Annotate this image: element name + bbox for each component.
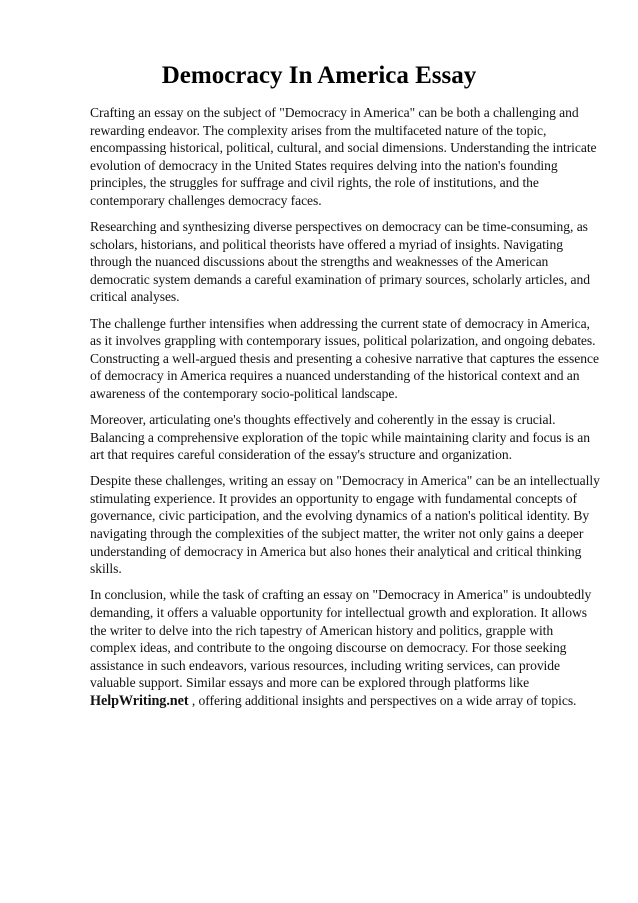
paragraph-conclusion xyxy=(90,586,602,710)
paragraph-3: The challenge further intensifies when addressing the current state of democracy in America, as it involves grappling with contemporary issues, political polarization, and ongoing debates. Constructing a well-argued thesis and presenting a cohesive narrative that captures the essence of democracy in America requires a nuanced understanding of the historical context and an awareness of the contemporary socio-political landscape. xyxy=(90,315,599,401)
conclusion-tail-text: , offering additional insights and perspectives on a wide array of topics. xyxy=(188,692,577,708)
conclusion-text: In conclusion, while the task of crafting an essay on "Democracy in America" is undoubtedly demanding, it offers a valuable opportunity for intellectual growth and exploration. It allows the writer to delve into the rich tapestry of American history and politics, grapple with complex ideas, and contribute to the ongoing discourse on democracy. For those seeking assistance in such endeavors, various resources, including writing services, can provide valuable support. Similar essays and more can be explored through platforms like xyxy=(90,587,592,691)
essay-body xyxy=(90,104,602,719)
paragraph-1: Crafting an essay on the subject of "Democracy in America" can be both a challenging and rewarding endeavor. The complexity arises from the multifaceted nature of the topic, encompassing historical, political, cultural, and social dimensions. Understanding the intricate evolution of democracy in the United States requires delving into the nation's founding principles, the struggles for suffrage and civil rights, the role of institutions, and the contemporary challenges democracy faces. xyxy=(90,105,597,208)
helpwriting-link[interactable]: HelpWriting.net xyxy=(90,692,189,709)
paragraph-4: Moreover, articulating one's thoughts effectively and coherently in the essay is crucial. Balancing a comprehensive exploration of the topic while maintaining clarity and focus is an art that requires careful consideration of the essay's structure and organization. xyxy=(90,412,590,463)
page-title: Democracy In America Essay xyxy=(161,62,477,89)
paragraph-5: Despite these challenges, writing an essay on "Democracy in America" can be an intellectually stimulating experience. It provides an opportunity to engage with fundamental concepts of governance, civic participation, and the evolving dynamics of a nation's political identity. By navigating through the complexities of the subject matter, the writer not only gains a deeper understanding of democracy in America but also hones their analytical and critical thinking skills. xyxy=(90,473,600,577)
paragraph-2: Researching and synthesizing diverse perspectives on democracy can be time-consuming, as scholars, historians, and political theorists have offered a myriad of insights. Navigating through the nuanced discussions about the strengths and weaknesses of the American democratic system demands a careful examination of primary sources, scholarly articles, and critical analyses. xyxy=(90,219,590,305)
